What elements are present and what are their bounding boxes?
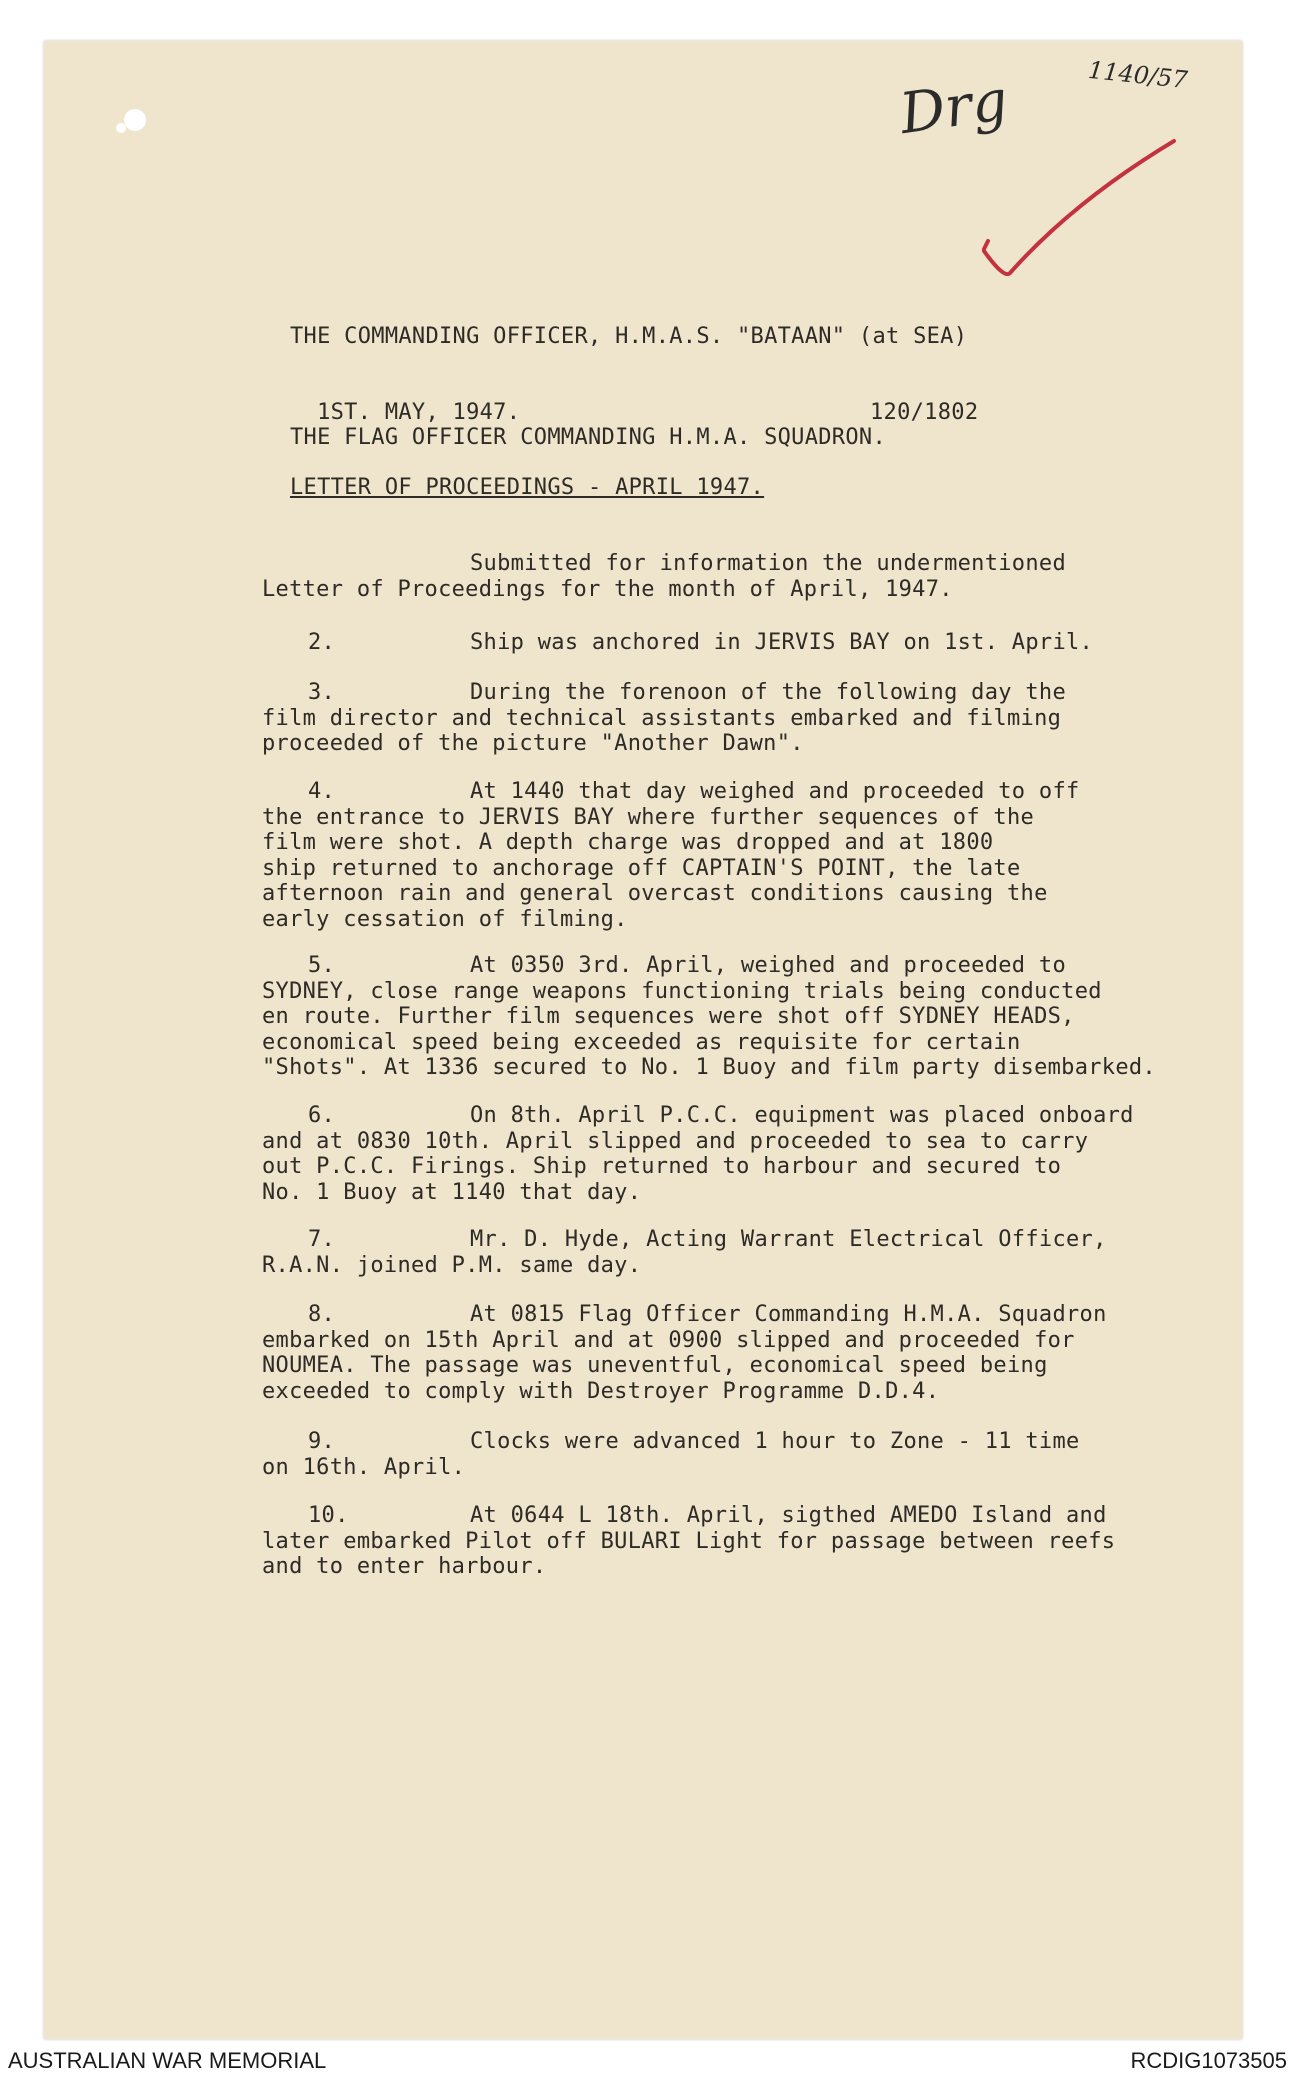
paragraph-line: NOUMEA. The passage was uneventful, economical speed being xyxy=(262,1353,1048,1378)
paragraph-line: film were shot. A depth charge was dropped and at 1800 xyxy=(262,830,994,855)
paragraph-line: Letter of Proceedings for the month of April, 1947. xyxy=(262,576,953,602)
paragraph-line: SYDNEY, close range weapons functioning trials being conducted xyxy=(262,978,1102,1004)
paragraph-line: afternoon rain and general overcast conditions causing the xyxy=(262,881,1048,906)
paragraph-line: At 0644 L 18th. April, sigthed AMEDO Island and xyxy=(470,1503,1107,1528)
paragraph-line: exceeded to comply with Destroyer Programme D.D.4. xyxy=(262,1378,940,1404)
date-line xyxy=(290,375,979,425)
paragraph-line: and at 0830 10th. April slipped and proceeded to sea to carry xyxy=(262,1128,1089,1154)
paragraph-line: proceeded of the picture "Another Dawn". xyxy=(262,731,804,756)
paragraph-number: 2. xyxy=(308,630,336,655)
paragraph-number: 5. xyxy=(308,953,336,978)
paragraph-number: 7. xyxy=(308,1227,336,1252)
paragraph-line: early cessation of filming. xyxy=(262,906,628,932)
letter-date: 1ST. MAY, 1947. xyxy=(317,400,521,425)
paragraph-line: No. 1 Buoy at 1140 that day. xyxy=(262,1179,642,1205)
paragraph-line: At 0350 3rd. April, weighed and proceeded to xyxy=(470,953,1066,978)
punch-hole xyxy=(116,123,126,133)
paragraph-line: R.A.N. joined P.M. same day. xyxy=(262,1252,642,1278)
paragraph-line: "Shots". At 1336 secured to No. 1 Buoy and film party disembarked. xyxy=(262,1055,1156,1080)
paragraph-line: economical speed being exceeded as requisite for certain xyxy=(262,1029,1021,1055)
paragraph-line: On 8th. April P.C.C. equipment was placed onboard xyxy=(470,1103,1134,1128)
paragraph-line: Mr. D. Hyde, Acting Warrant Electrical Officer, xyxy=(470,1227,1107,1252)
handwritten-file-reference: 1140/57 xyxy=(1086,55,1189,95)
punch-hole xyxy=(124,109,146,131)
paragraph-line: later embarked Pilot off BULARI Light for passage between reefs xyxy=(262,1528,1116,1554)
paragraph-line: on 16th. April. xyxy=(262,1454,466,1480)
paragraph-line: ship returned to anchorage off CAPTAIN'S POINT, the late xyxy=(262,855,1021,881)
subject-line: LETTER OF PROCEEDINGS - APRIL 1947. xyxy=(290,475,765,500)
paragraph-line: At 0815 Flag Officer Commanding H.M.A. Squadron xyxy=(470,1302,1107,1327)
footer-credit: AUSTRALIAN WAR MEMORIAL xyxy=(8,2048,327,2073)
paragraph-number: 8. xyxy=(308,1302,336,1327)
red-check-mark-icon xyxy=(974,101,1194,291)
paragraph-number: 4. xyxy=(308,779,336,804)
paragraph-number: 9. xyxy=(308,1429,336,1454)
paragraph-number: 3. xyxy=(308,680,336,705)
paragraph-line: Submitted for information the undermentioned xyxy=(470,551,1066,576)
paragraph-line: Clocks were advanced 1 hour to Zone - 11 time xyxy=(470,1429,1080,1454)
paragraph-line: During the forenoon of the following day the xyxy=(470,680,1066,705)
paragraph-line: and to enter harbour. xyxy=(262,1554,547,1579)
paragraph-line: At 1440 that day weighed and proceeded to off xyxy=(470,779,1080,804)
to-line: THE FLAG OFFICER COMMANDING H.M.A. SQUADRON. xyxy=(290,425,886,450)
paragraph-line: en route. Further film sequences were shot off SYDNEY HEADS, xyxy=(262,1004,1075,1029)
paragraph-line: Ship was anchored in JERVIS BAY on 1st. April. xyxy=(470,630,1094,655)
paragraph-line: out P.C.C. Firings. Ship returned to harbour and secured to xyxy=(262,1154,1062,1179)
paragraph-line: embarked on 15th April and at 0900 slipped and proceeded for xyxy=(262,1327,1075,1353)
paragraph-line: the entrance to JERVIS BAY where further sequences of the xyxy=(262,804,1035,830)
footer-identifier: RCDIG1073505 xyxy=(1130,2048,1287,2073)
paragraph-number: 6. xyxy=(308,1103,336,1128)
paragraph-line: film director and technical assistants embarked and filming xyxy=(262,705,1062,731)
from-line: THE COMMANDING OFFICER, H.M.A.S. "BATAAN" (at SEA) xyxy=(290,324,968,349)
letter-reference: 120/1802 xyxy=(870,400,979,425)
handwritten-initials: Drg xyxy=(896,67,1012,148)
paragraph-number: 10. xyxy=(308,1503,349,1528)
